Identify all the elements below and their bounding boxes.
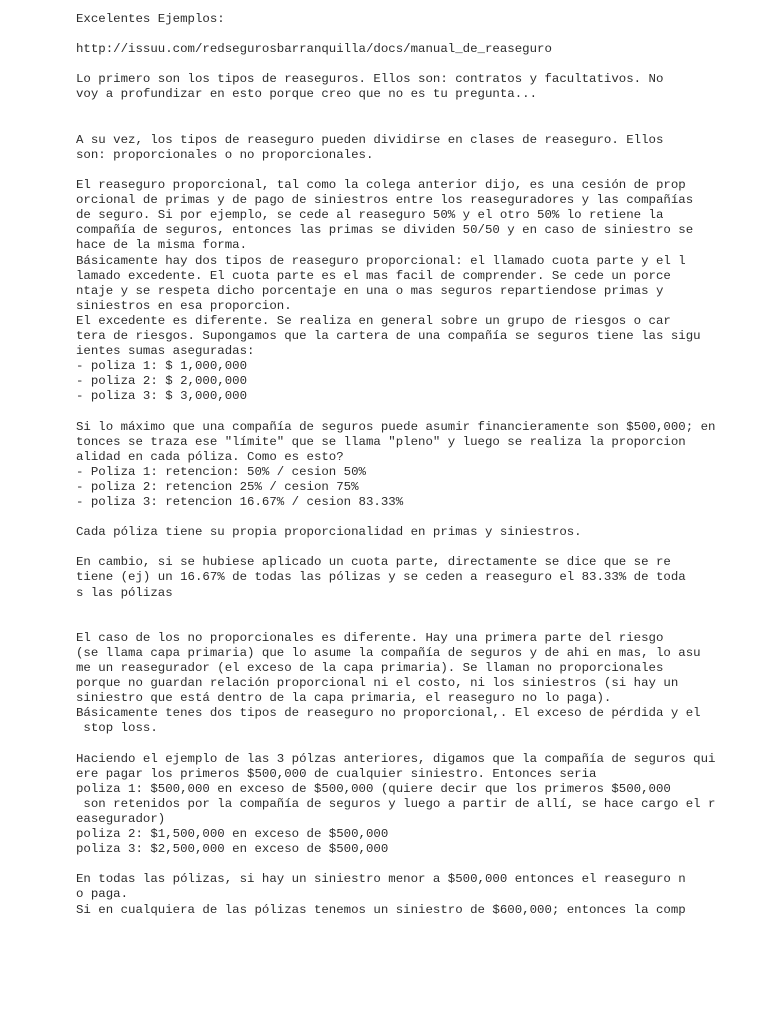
text-line: - poliza 3: $ 3,000,000 <box>76 389 248 404</box>
text-line: - poliza 2: retencion 25% / cesion 75% <box>76 479 359 494</box>
text-line: s las pólizas <box>76 585 173 600</box>
text-line: son retenidos por la compañía de seguros y luego a partir de allí, se hace cargo el r <box>76 796 716 811</box>
text-line: poliza 1: $500,000 en exceso de $500,000 (quiere decir que los primeros $500,000 <box>76 781 671 796</box>
text-line <box>76 616 756 631</box>
text-line: Básicamente tenes dos tipos de reaseguro no proporcional,. El exceso de pérdida y el <box>76 706 701 721</box>
text-line: stop loss. <box>76 721 158 736</box>
text-line <box>76 103 756 118</box>
text-line: siniestros en esa proporcion. <box>76 298 292 313</box>
text-line: Si lo máximo que una compañía de seguros puede asumir financieramente son $500,000; en <box>76 419 716 434</box>
text-line: El caso de los no proporcionales es diferente. Hay una primera parte del riesgo <box>76 630 664 645</box>
text-line <box>76 27 756 42</box>
text-line: tera de riesgos. Supongamos que la cartera de una compañía se seguros tiene las sigu <box>76 328 701 343</box>
text-line: me un reasegurador (el exceso de la capa primaria). Se llaman no proporcionales <box>76 661 664 676</box>
text-line: (se llama capa primaria) que lo asume la compañía de seguros y de ahi en mas, lo asu <box>76 645 701 660</box>
text-line: de seguro. Si por ejemplo, se cede al reaseguro 50% y el otro 50% lo retiene la <box>76 208 664 223</box>
text-line: o paga. <box>76 887 129 902</box>
text-line: son: proporcionales o no proporcionales. <box>76 147 374 162</box>
text-line: siniestro que está dentro de la capa primaria, el reaseguro no lo paga). <box>76 691 612 706</box>
text-line: hace de la misma forma. <box>76 238 248 253</box>
text-line: tonces se traza ese "límite" que se llama "pleno" y luego se realiza la proporcion <box>76 434 686 449</box>
text-line: En todas las pólizas, si hay un siniestro menor a $500,000 entonces el reaseguro n <box>76 872 686 887</box>
text-line: http://issuu.com/redsegurosbarranquilla/docs/manual_de_reaseguro <box>76 42 552 57</box>
text-line <box>76 163 756 178</box>
text-line <box>76 57 756 72</box>
text-line <box>76 857 756 872</box>
text-line: ere pagar los primeros $500,000 de cualquier siniestro. Entonces seria <box>76 766 597 781</box>
text-line: El reaseguro proporcional, tal como la colega anterior dijo, es una cesión de prop <box>76 178 686 193</box>
text-line <box>76 404 756 419</box>
text-line: En cambio, si se hubiese aplicado un cuota parte, directamente se dice que se re <box>76 555 671 570</box>
text-line <box>76 118 756 133</box>
text-line: lamado excedente. El cuota parte es el mas facil de comprender. Se cede un porce <box>76 268 671 283</box>
text-line: Lo primero son los tipos de reaseguros. Ellos son: contratos y facultativos. No <box>76 72 664 87</box>
text-line: voy a profundizar en esto porque creo que no es tu pregunta... <box>76 87 538 102</box>
text-line <box>76 737 756 752</box>
text-line: ientes sumas aseguradas: <box>76 344 255 359</box>
document-text <box>76 12 756 918</box>
text-line: - Poliza 1: retencion: 50% / cesion 50% <box>76 464 366 479</box>
text-line: poliza 2: $1,500,000 en exceso de $500,000 <box>76 827 389 842</box>
text-line: ntaje y se respeta dicho porcentaje en una o mas seguros repartiendose primas y <box>76 283 664 298</box>
text-line: A su vez, los tipos de reaseguro pueden dividirse en clases de reaseguro. Ellos <box>76 132 664 147</box>
text-line: porque no guardan relación proporcional ni el costo, ni los siniestros (si hay un <box>76 676 679 691</box>
text-line: - poliza 2: $ 2,000,000 <box>76 374 248 389</box>
text-line: orcional de primas y de pago de siniestros entre los reaseguradores y las compañías <box>76 193 694 208</box>
text-line: Haciendo el ejemplo de las 3 pólzas anteriores, digamos que la compañía de seguros qui <box>76 751 716 766</box>
text-line: Excelentes Ejemplos: <box>76 12 225 26</box>
text-line: tiene (ej) un 16.67% de todas las pólizas y se ceden a reaseguro el 83.33% de toda <box>76 570 686 585</box>
text-line: El excedente es diferente. Se realiza en general sobre un grupo de riesgos o car <box>76 313 671 328</box>
text-line: compañía de seguros, entonces las primas se dividen 50/50 y en caso de siniestro se <box>76 223 694 238</box>
text-line: Cada póliza tiene su propia proporcionalidad en primas y siniestros. <box>76 525 582 540</box>
text-line: - poliza 3: retencion 16.67% / cesion 83.33% <box>76 495 404 509</box>
text-line: - poliza 1: $ 1,000,000 <box>76 359 248 374</box>
text-line <box>76 540 756 555</box>
text-line: alidad en cada póliza. Como es esto? <box>76 449 344 464</box>
text-line: Si en cualquiera de las pólizas tenemos un siniestro de $600,000; entonces la comp <box>76 902 686 917</box>
text-line <box>76 601 756 616</box>
text-line: Básicamente hay dos tipos de reaseguro proporcional: el llamado cuota parte y el l <box>76 253 686 268</box>
text-line: easegurador) <box>76 811 166 826</box>
text-line <box>76 510 756 525</box>
text-line: poliza 3: $2,500,000 en exceso de $500,000 <box>76 842 389 857</box>
